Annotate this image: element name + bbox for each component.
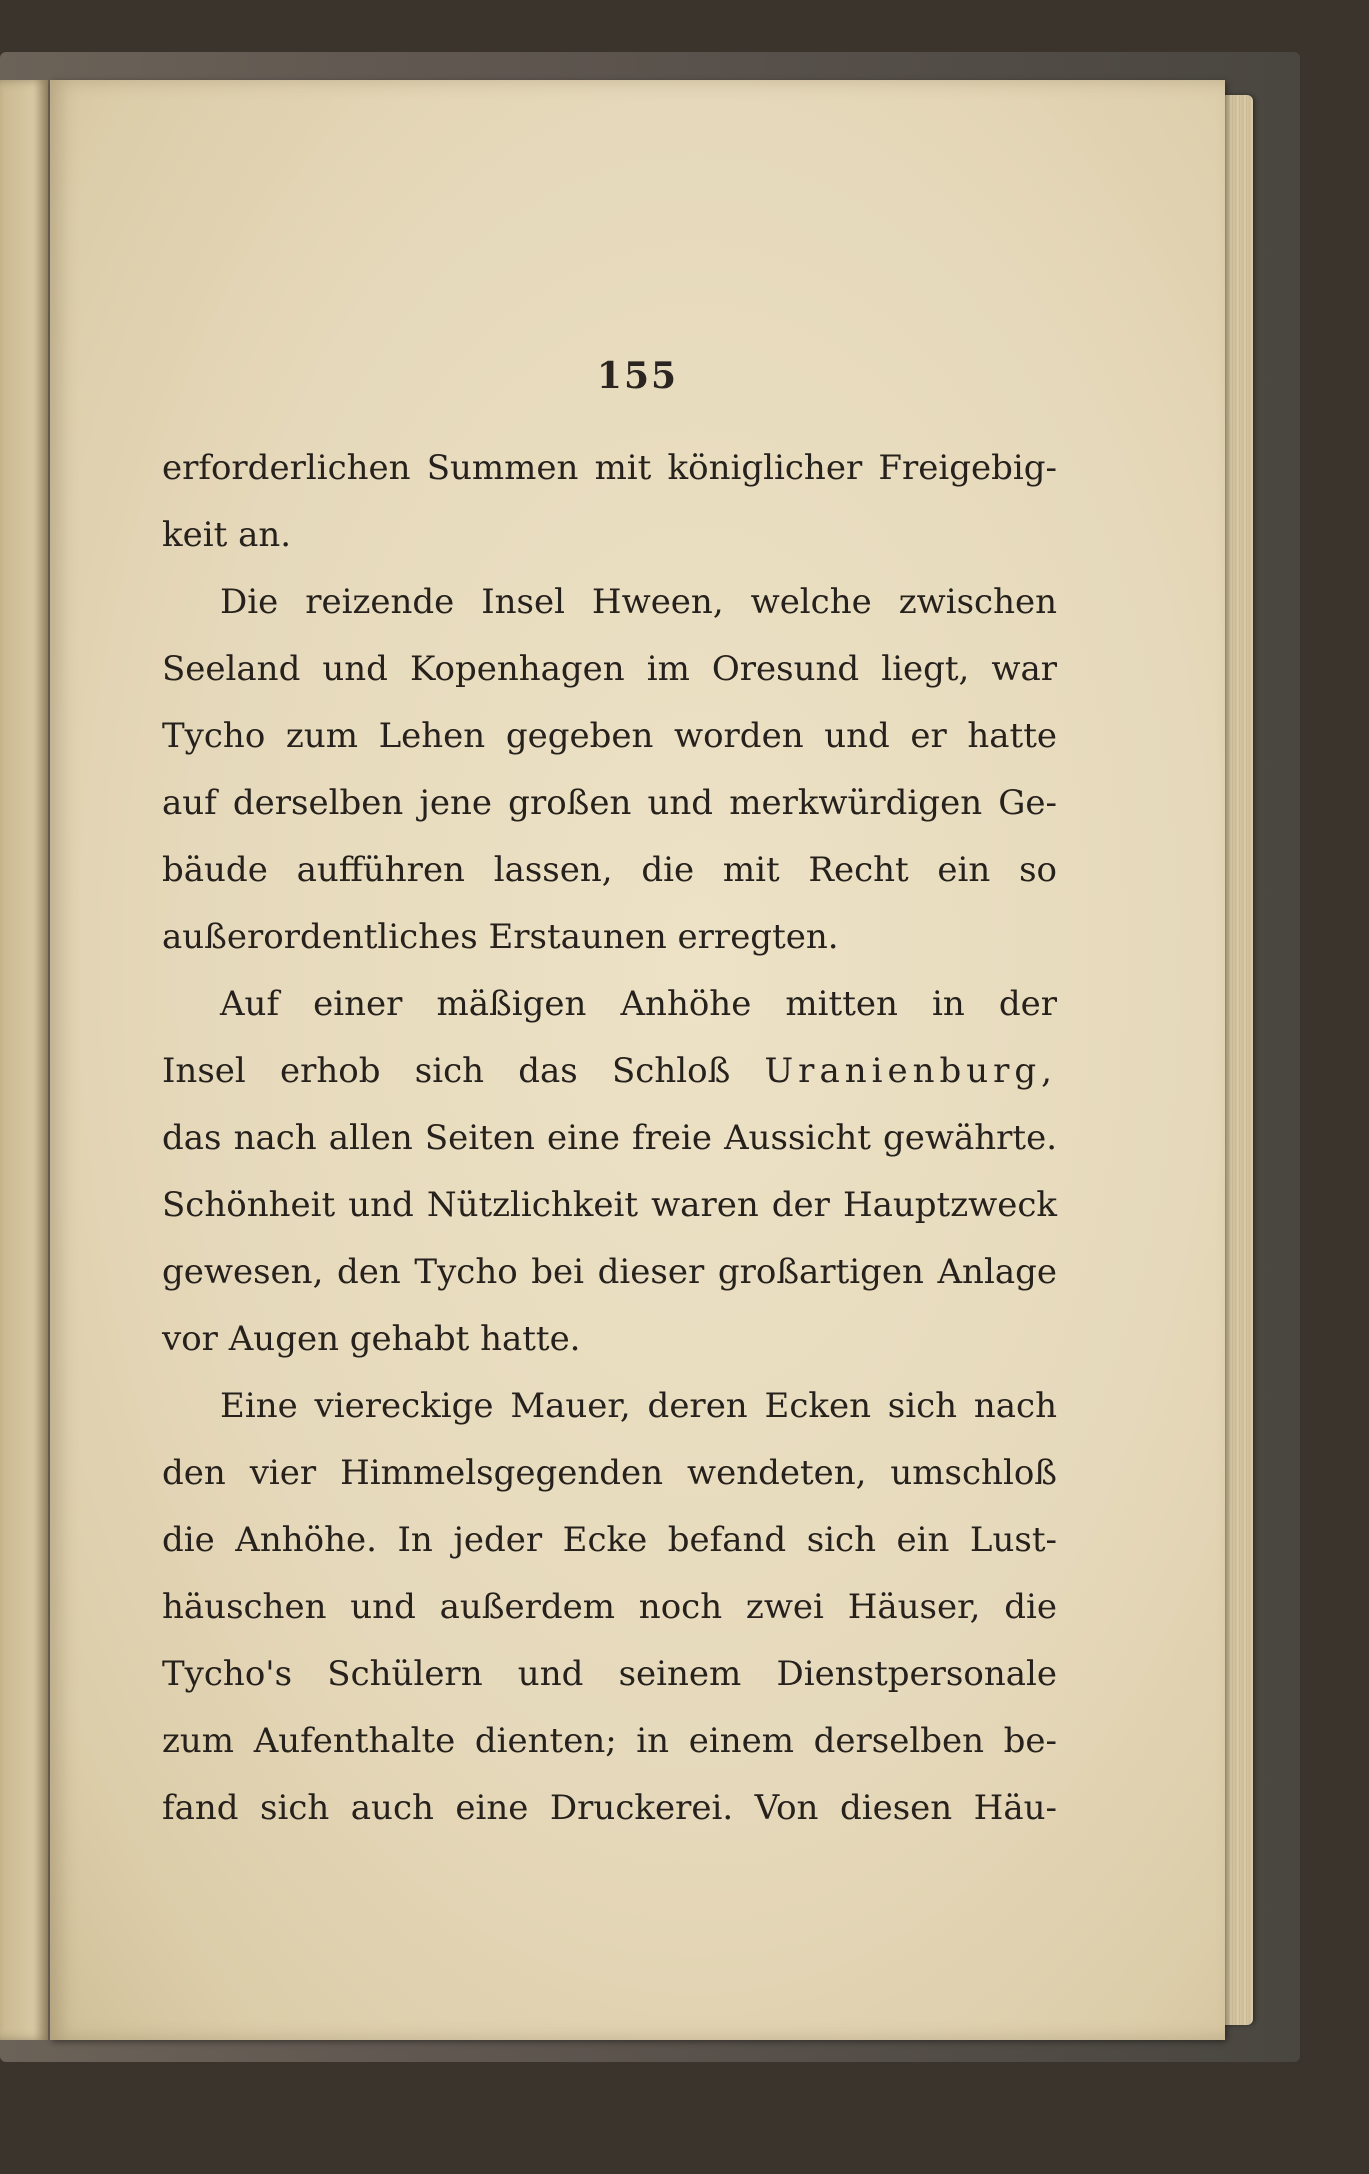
text-line: Schönheit und Nützlichkeit waren der Hauptzweck: [162, 1185, 1057, 1225]
text-line: [162, 1038, 1057, 1105]
text-line: den vier Himmelsgegenden wendeten, umschloß: [162, 1453, 1057, 1493]
text-line: auf derselben jene großen und merkwürdigen Ge-: [162, 783, 1057, 823]
text-line: erforderlichen Summen mit königlicher Freigebig-: [162, 448, 1057, 488]
text-line: das nach allen Seiten eine freie Aussicht gewährte.: [162, 1118, 1057, 1158]
paragraph-start-line: Eine viereckige Mauer, deren Ecken sich nach: [220, 1386, 1057, 1426]
text-line: Tycho's Schülern und seinem Dienstpersonale: [162, 1654, 1057, 1694]
text-line: zum Aufenthalte dienten; in einem derselben be-: [162, 1721, 1057, 1761]
paragraph-start-line: Die reizende Insel Hween, welche zwischen: [220, 582, 1057, 622]
text-line: bäude aufführen lassen, die mit Recht ein so: [162, 850, 1057, 890]
paragraph-start-line: Auf einer mäßigen Anhöhe mitten in der: [220, 984, 1057, 1024]
page-number: 155: [596, 355, 679, 397]
text-line: Tycho zum Lehen gegeben worden und er hatte: [162, 716, 1057, 756]
text-line: die Anhöhe. In jeder Ecke befand sich ein Lust-: [162, 1520, 1057, 1560]
body-text: [162, 435, 1057, 1842]
facing-page-edge: [0, 80, 48, 2040]
book-page: [50, 80, 1225, 2040]
text-line: Seeland und Kopenhagen im Oresund liegt, war: [162, 649, 1057, 689]
text-line: vor Augen gehabt hatte.: [162, 1319, 581, 1359]
emphasized-name: Uranienburg,: [764, 1051, 1057, 1091]
text-line: außerordentliches Erstaunen erregten.: [162, 917, 839, 957]
text-line: fand sich auch eine Druckerei. Von diesen Häu-: [162, 1788, 1057, 1828]
text-line: keit an.: [162, 515, 292, 555]
text-segment: Insel erhob sich das Schloß: [162, 1051, 731, 1091]
text-line: gewesen, den Tycho bei dieser großartigen Anlage: [162, 1252, 1057, 1292]
text-line: häuschen und außerdem noch zwei Häuser, die: [162, 1587, 1057, 1627]
